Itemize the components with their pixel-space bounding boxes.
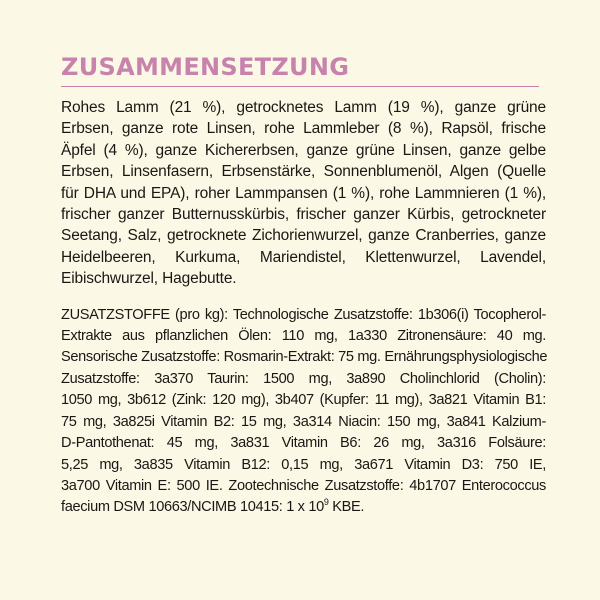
- additives-line: D-Pantothenat: 45 mg, 3a831 Vitamin B6: 26 mg, 3a316 Folsäure:: [61, 435, 546, 452]
- additives-line: Zusatzstoffe: 3a370 Taurin: 1500 mg, 3a890 Cholinchlorid (Cholin):: [61, 370, 546, 387]
- additives-last-line: [61, 497, 546, 518]
- ingredients-line: Erbsen, Linsenfasern, Erbsenstärke, Sonnenblumenöl, Algen (Quelle: [61, 163, 546, 181]
- exponent-superscript: 9: [323, 497, 329, 508]
- additives-list: [61, 305, 546, 519]
- ingredients-list: [61, 97, 546, 290]
- additives-last-suffix: KBE.: [328, 499, 365, 516]
- additives-line: Extrakte aus pflanzlichen Ölen: 110 mg, 1a330 Zitronensäure: 40 mg.: [61, 328, 546, 345]
- heading-divider: [61, 86, 539, 87]
- ingredients-line: Seetang, Salz, getrocknete Zichorienwurzel, ganze Cranberries, ganze: [61, 227, 546, 245]
- additives-line: ZUSATZSTOFFE (pro kg): Technologische Zusatzstoffe: 1b306(i) Tocopherol-: [61, 306, 546, 323]
- additives-line: 1050 mg, 3b612 (Zink: 120 mg), 3b407 (Kupfer: 11 mg), 3a821 Vitamin B1:: [61, 392, 546, 409]
- ingredients-line: Rohes Lamm (21 %), getrocknetes Lamm (19 %), ganze grüne: [61, 99, 546, 116]
- ingredients-line: Heidelbeeren, Kurkuma, Mariendistel, Klettenwurzel, Lavendel,: [61, 248, 546, 266]
- composition-heading: ZUSAMMENSETZUNG: [61, 53, 350, 81]
- additives-last-text: faecium DSM 10663/NCIMB 10415: 1 x 10: [61, 499, 324, 516]
- additives-line: 5,25 mg, 3a835 Vitamin B12: 0,15 mg, 3a671 Vitamin D3: 750 IE,: [61, 456, 546, 473]
- additives-line: 3a700 Vitamin E: 500 IE. Zootechnische Zusatzstoffe: 4b1707 Enterococcus: [61, 477, 546, 494]
- ingredients-line: frischer ganzer Butternusskürbis, frischer ganzer Kürbis, getrockneter: [61, 206, 546, 224]
- additives-line: 75 mg, 3a825i Vitamin B2: 15 mg, 3a314 Niacin: 150 mg, 3a841 Kalzium-: [61, 413, 546, 430]
- ingredients-line: Äpfel (4 %), ganze Kichererbsen, ganze grüne Linsen, ganze gelbe: [61, 141, 546, 159]
- ingredients-line: Erbsen, ganze rote Linsen, rohe Lammleber (8 %), Rapsöl, frische: [61, 120, 546, 138]
- ingredients-line: für DHA und EPA), roher Lammpansen (1 %), rohe Lammnieren (1 %),: [61, 184, 546, 202]
- ingredients-line: Eibischwurzel, Hagebutte.: [61, 270, 237, 288]
- additives-line: Sensorische Zusatzstoffe: Rosmarin-Extrakt: 75 mg. Ernährungsphysiologische: [61, 349, 548, 366]
